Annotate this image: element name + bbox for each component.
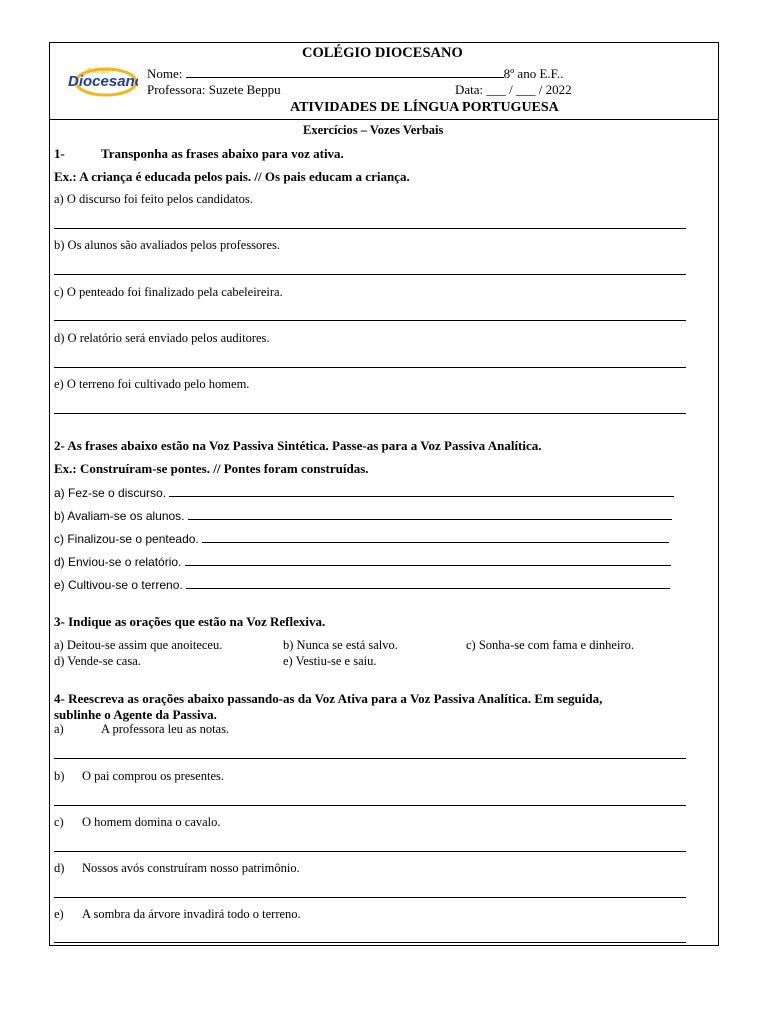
q4-answer-line-e[interactable] xyxy=(54,942,686,943)
q4-item-c-text: O homem domina o cavalo. xyxy=(82,815,221,829)
q1-answer-line-c[interactable] xyxy=(54,320,686,321)
q1-example: Ex.: A criança é educada pelos pais. // Os pais educam a criança. xyxy=(54,169,410,184)
q2-answer-line-a[interactable] xyxy=(169,485,674,497)
q2-item-d-text: d) Enviou-se o relatório. xyxy=(54,555,182,569)
q4-item-b-letter: b) xyxy=(54,769,65,783)
q2-item-b xyxy=(54,508,672,523)
q2-item-c xyxy=(54,531,669,546)
q2-answer-line-d[interactable] xyxy=(185,554,671,566)
q1-number: 1- xyxy=(54,146,65,161)
q2-answer-line-e[interactable] xyxy=(186,577,670,589)
q3-item-a: a) Deitou-se assim que anoiteceu. xyxy=(54,638,223,652)
logo-big-text: Diocesano xyxy=(68,73,138,90)
q2-item-b-text: b) Avaliam-se os alunos. xyxy=(54,509,185,523)
q4-item-a-text: A professora leu as notas. xyxy=(101,722,230,736)
q4-title-line2: sublinhe o Agente da Passiva. xyxy=(54,707,217,722)
q4-answer-line-b[interactable] xyxy=(54,805,686,806)
q2-item-e xyxy=(54,577,670,592)
q2-example: Ex.: Construíram-se pontes. // Pontes foram construídas. xyxy=(54,461,369,476)
name-label-text: Nome: xyxy=(147,66,183,81)
q3-item-b: b) Nunca se está salvo. xyxy=(283,638,398,652)
q3-item-c: c) Sonha-se com fama e dinheiro. xyxy=(466,638,634,652)
q2-title: 2- As frases abaixo estão na Voz Passiva Sintética. Passe-as para a Voz Passiva Analítica. xyxy=(54,438,542,453)
q4-item-c-letter: c) xyxy=(54,815,64,829)
q4-answer-line-c[interactable] xyxy=(54,851,686,852)
q1-item-b: b) Os alunos são avaliados pelos professores. xyxy=(54,238,280,252)
q1-item-d: d) O relatório será enviado pelos auditores. xyxy=(54,331,270,345)
q2-item-a-text: a) Fez-se o discurso. xyxy=(54,486,167,500)
q2-item-d xyxy=(54,554,671,569)
q2-item-a xyxy=(54,485,674,500)
q1-answer-line-e[interactable] xyxy=(54,413,686,414)
q2-answer-line-b[interactable] xyxy=(188,508,672,520)
q1-answer-line-b[interactable] xyxy=(54,274,686,275)
q4-item-e-letter: e) xyxy=(54,907,64,921)
q1-item-a: a) O discurso foi feito pelos candidatos. xyxy=(54,192,253,206)
q4-answer-line-d[interactable] xyxy=(54,897,686,898)
q4-item-b-text: O pai comprou os presentes. xyxy=(82,769,224,783)
q3-title: 3- Indique as orações que estão na Voz Reflexiva. xyxy=(54,614,326,629)
q1-item-e: e) O terreno foi cultivado pelo homem. xyxy=(54,377,250,391)
q3-item-e: e) Vestiu-se e saiu. xyxy=(283,654,377,668)
q1-title: Transponha as frases abaixo para voz ativa. xyxy=(101,146,344,161)
name-field[interactable] xyxy=(186,66,504,78)
subject-title: ATIVIDADES DE LÍNGUA PORTUGUESA xyxy=(290,100,559,115)
q2-answer-line-c[interactable] xyxy=(202,531,669,543)
q4-item-d-text: Nossos avós construíram nosso patrimônio. xyxy=(82,861,300,875)
logo-small-text: Colégio xyxy=(86,68,110,75)
q3-item-d: d) Vende-se casa. xyxy=(54,654,141,668)
q4-item-a-letter: a) xyxy=(54,722,64,736)
q4-title-line1: 4- Reescreva as orações abaixo passando-as da Voz Ativa para a Voz Passiva Analítica. Em seguida, xyxy=(54,691,603,706)
school-name: COLÉGIO DIOCESANO xyxy=(302,45,463,61)
q1-item-c: c) O penteado foi finalizado pela cabeleireira. xyxy=(54,285,283,299)
q4-answer-line-a[interactable] xyxy=(54,758,686,759)
school-logo xyxy=(66,62,138,100)
q2-item-e-text: e) Cultivou-se o terreno. xyxy=(54,578,183,592)
q2-item-c-text: c) Finalizou-se o penteado. xyxy=(54,532,199,546)
q4-item-d-letter: d) xyxy=(54,861,65,875)
q1-answer-line-a[interactable] xyxy=(54,228,686,229)
q1-answer-line-d[interactable] xyxy=(54,367,686,368)
date-field[interactable]: Data: ___ / ___ / 2022 xyxy=(455,82,572,97)
grade-text: 8º ano E.F.. xyxy=(503,66,564,81)
name-label xyxy=(147,66,563,82)
teacher-name: Professora: Suzete Beppu xyxy=(147,82,281,97)
q4-item-e-text: A sombra da árvore invadirá todo o terreno. xyxy=(82,907,301,921)
topic-title: Exercícios – Vozes Verbais xyxy=(303,123,444,137)
